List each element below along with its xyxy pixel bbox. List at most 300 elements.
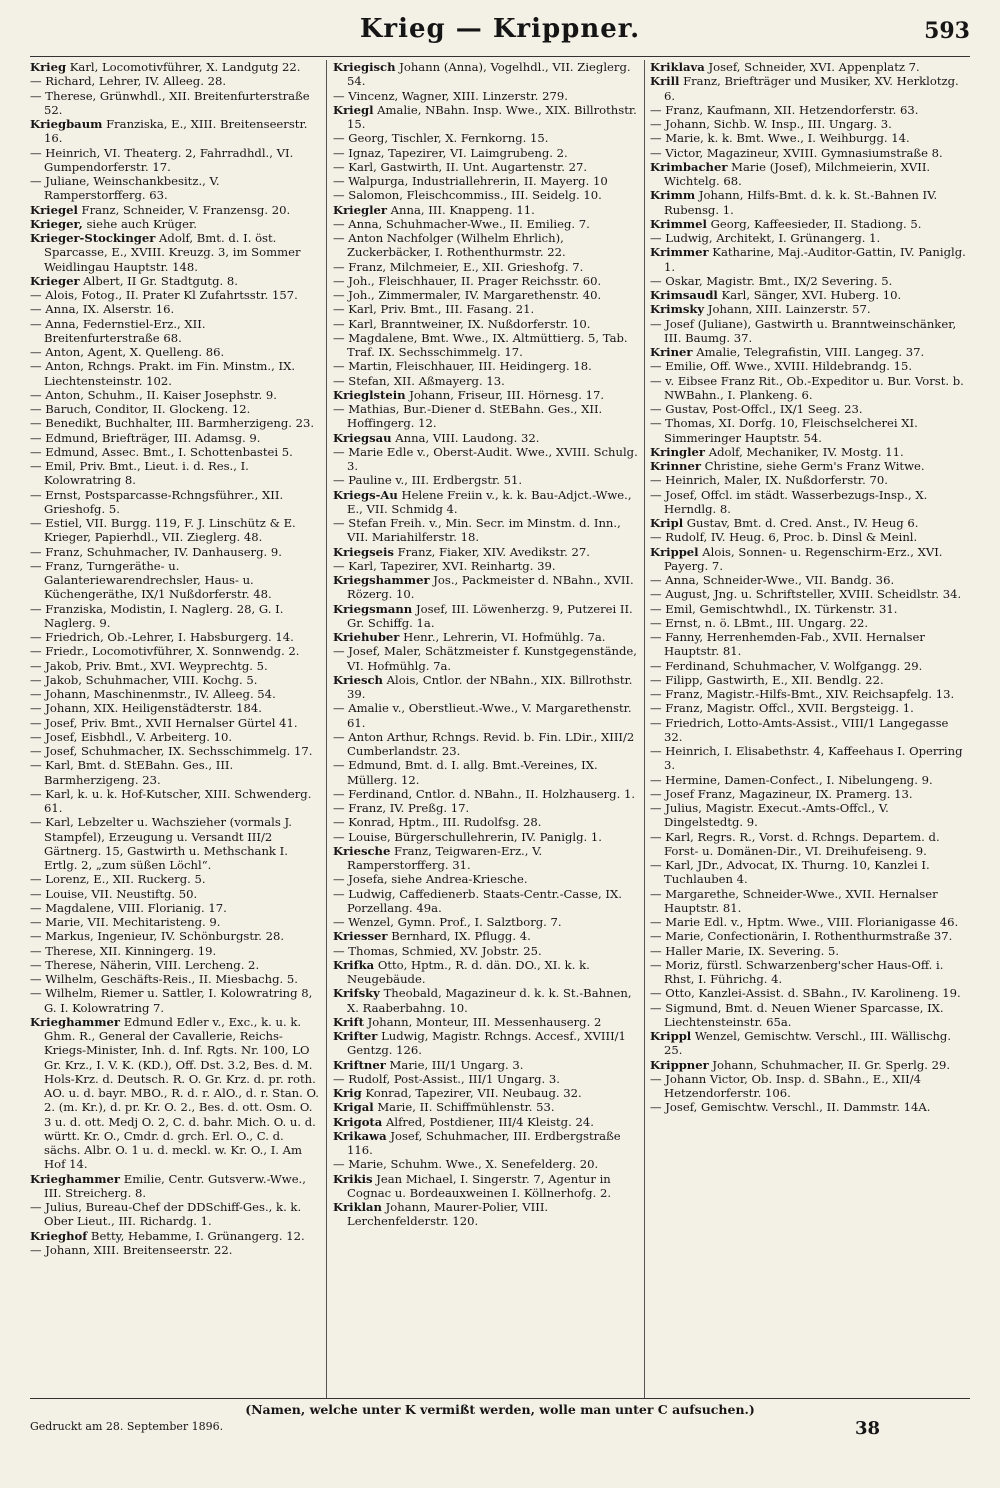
entry-details: — Anton Arthur, Rchngs. Revid. b. Fin. LDir., XIII/2 Cumberlandstr. 23.	[333, 729, 635, 758]
directory-entry	[30, 317, 320, 346]
entry-details: — Ludwig, Caffedienerb. Staats-Centr.-Casse, IX. Porzellang. 49a.	[333, 886, 622, 915]
directory-entry	[650, 773, 970, 787]
directory-entry	[333, 602, 640, 631]
directory-entry	[650, 516, 970, 530]
entry-details: Josef, III. Löwenherzg. 9, Putzerei II. Gr. Schiffg. 1a.	[347, 601, 633, 630]
sheet-number: 38	[854, 1418, 880, 1439]
directory-entry	[650, 488, 970, 517]
directory-entry	[650, 274, 970, 288]
entry-details: — Edmund, Assec. Bmt., I. Schottenbastei 5.	[30, 444, 293, 459]
entry-details: — Anton Nachfolger (Wilhelm Ehrlich), Zuckerbäcker, I. Rothenthurmstr. 22.	[333, 231, 566, 260]
directory-entry	[30, 730, 320, 744]
directory-entry	[650, 402, 970, 416]
entry-surname: Kriklava	[650, 60, 705, 74]
directory-entry	[30, 1015, 320, 1172]
directory-entry	[30, 630, 320, 644]
entry-surname: Krieg	[30, 60, 67, 74]
entry-surname: Kriner	[650, 345, 693, 359]
directory-entry	[333, 1129, 640, 1158]
directory-entry	[30, 402, 320, 416]
entry-details: — Oskar, Magistr. Bmt., IX/2 Severing. 5.	[650, 273, 893, 288]
entry-surname: Krigal	[333, 1100, 374, 1115]
entry-surname: Krieghammer	[30, 1171, 121, 1186]
entry-surname: Krimmel	[650, 216, 707, 231]
entry-details: — Friedrich, Ob.-Lehrer, I. Habsburgerg. 14.	[30, 630, 294, 644]
directory-entry	[30, 972, 320, 986]
entry-details: — Rudolf, Post-Assist., III/1 Ungarg. 3.	[333, 1071, 560, 1086]
entry-details: — Konrad, Hptm., III. Rudolfsg. 28.	[333, 815, 542, 830]
directory-entry	[650, 445, 970, 459]
entry-details: Wenzel, Gemischtw. Verschl., III. Wällischg. 25.	[664, 1029, 952, 1058]
directory-entry	[333, 359, 640, 373]
entry-surname: Krimsky	[650, 302, 705, 317]
directory-entry	[333, 231, 640, 260]
directory-entry	[333, 872, 640, 886]
entry-details: — Fanny, Herrenhemden-Fab., XVII. Hernalser Hauptstr. 81.	[650, 630, 925, 659]
entry-surname: Krifter	[333, 1029, 378, 1043]
directory-entry	[30, 60, 320, 74]
directory-entry	[650, 630, 970, 659]
entry-details: Karl, Sänger, XVI. Huberg. 10.	[721, 288, 902, 302]
entry-details: — Franziska, Modistin, I. Naglerg. 28, G. I. Naglerg. 9.	[30, 601, 284, 630]
entry-surname: Kriegl	[333, 102, 374, 117]
entry-details: Betty, Hebamme, I. Grünangerg. 12.	[90, 1228, 305, 1243]
directory-entry	[333, 573, 640, 602]
entry-details: — August, Jng. u. Schriftsteller, XVIII. Scheidlstr. 34.	[650, 587, 962, 602]
entry-details: Anna, VIII. Laudong. 32.	[395, 430, 540, 445]
entry-details: — Josef Franz, Magazineur, IX. Pramerg. 13.	[650, 786, 913, 801]
entry-details: Georg, Kaffeesieder, II. Stadiong. 5.	[710, 216, 922, 231]
entry-details: — Alois, Fotog., II. Prater Kl Zufahrtsstr. 157.	[30, 288, 298, 302]
column-2	[333, 60, 640, 1398]
entry-surname: Krig	[333, 1086, 362, 1100]
entry-details: — Marie Edl. v., Hptm. Wwe., VIII. Florianigasse 46.	[650, 915, 959, 929]
entry-surname: Krikawa	[333, 1128, 387, 1143]
directory-entry	[30, 1243, 320, 1257]
directory-entry	[333, 260, 640, 274]
directory-entry	[650, 288, 970, 302]
entry-details: Ludwig, Magistr. Rchngs. Accesf., XVIII/1 Gentzg. 126.	[347, 1029, 626, 1058]
entry-surname: Krimm	[650, 188, 696, 203]
directory-entry	[333, 217, 640, 231]
entry-details: Johann, Friseur, III. Hörnesg. 17.	[409, 387, 605, 402]
entry-details: — Friedrich, Lotto-Amts-Assist., VIII/1 Langegasse 32.	[650, 715, 949, 744]
directory-entry	[333, 1072, 640, 1086]
entry-details: — Karl, Priv. Bmt., III. Fasang. 21.	[333, 302, 535, 317]
entry-surname: Krimsaudl	[650, 288, 718, 302]
entry-details: — Franz, Turngeräthe- u. Galanteriewarendrechsler, Haus- u. Küchengeräthe, IX/1 Nußdorferstr. 48.	[30, 558, 272, 602]
entry-details: — Franz, Kaufmann, XII. Hetzendorferstr. 63.	[650, 102, 919, 117]
directory-entry	[30, 445, 320, 459]
entry-details: Johann, Maurer-Polier, VIII. Lerchenfelderstr. 120.	[347, 1200, 549, 1229]
directory-entry	[650, 160, 970, 189]
header-rule	[30, 56, 970, 57]
directory-entry	[650, 188, 970, 217]
directory-entry	[30, 516, 320, 545]
directory-entry	[30, 302, 320, 316]
entry-details: — Ludwig, Architekt, I. Grünangerg. 1.	[650, 231, 881, 245]
entry-surname: Krigota	[333, 1114, 383, 1129]
entry-details: — Joh., Fleischhauer, II. Prager Reichsstr. 60.	[333, 273, 602, 288]
entry-details: — Marie, VII. Mechitaristeng. 9.	[30, 915, 221, 929]
entry-details: — Juliane, Weinschankbesitz., V. Ramperstorfferg. 63.	[30, 174, 220, 203]
entry-details: — Johann Victor, Ob. Insp. d. SBahn., E., XII/4 Hetzendorferstr. 106.	[650, 1071, 922, 1100]
directory-entry	[30, 958, 320, 972]
entry-details: — Therese, XII. Kinningerg. 19.	[30, 943, 217, 958]
directory-entry	[333, 473, 640, 487]
entry-details: — Wilhelm, Geschäfts-Reis., II. Miesbachg. 5.	[30, 972, 298, 986]
directory-entry	[333, 630, 640, 644]
entry-surname: Krikis	[333, 1171, 373, 1186]
entry-details: Josef, Schneider, XVI. Appenplatz 7.	[708, 60, 920, 74]
directory-entry	[30, 744, 320, 758]
entry-details: Johann, Schuhmacher, II. Gr. Sperlg. 29.	[712, 1057, 951, 1072]
directory-entry	[650, 217, 970, 231]
directory-entry	[333, 374, 640, 388]
directory-entry	[333, 516, 640, 545]
entry-details: — Richard, Lehrer, IV. Alleeg. 28.	[30, 74, 227, 89]
entry-details: — Therese, Näherin, VIII. Lercheng. 2.	[30, 957, 260, 972]
directory-entry	[30, 89, 320, 118]
directory-entry	[333, 388, 640, 402]
directory-entry	[30, 887, 320, 901]
entry-surname: Krift	[333, 1014, 364, 1029]
entry-details: Christine, siehe Germ's Franz Witwe.	[704, 459, 925, 473]
directory-entry	[30, 944, 320, 958]
entry-surname: Kriegs-Au	[333, 487, 398, 502]
directory-entry	[333, 160, 640, 174]
directory-entry	[650, 744, 970, 773]
directory-entry	[30, 203, 320, 217]
entry-surname: Krieghof	[30, 1228, 88, 1243]
directory-entry	[650, 1072, 970, 1101]
entry-details: — Julius, Bureau-Chef der DDSchiff-Ges., k. k. Ober Lieut., III. Richardg. 1.	[30, 1200, 302, 1229]
directory-entry	[333, 188, 640, 202]
entry-details: — Franz, Magistr.-Hilfs-Bmt., XIV. Reichsapfelg. 13.	[650, 687, 955, 701]
column-3	[650, 60, 970, 1398]
directory-entry	[650, 858, 970, 887]
directory-entry	[333, 488, 640, 517]
directory-entry	[650, 616, 970, 630]
entry-details: siehe auch Krüger.	[86, 216, 197, 231]
footer-notice: (Namen, welche unter K vermißt werden, wolle man unter C aufsuchen.)	[245, 1402, 755, 1417]
directory-entry	[333, 787, 640, 801]
directory-entry	[650, 587, 970, 601]
entry-details: Adolf, Bmt. d. I. öst. Sparcasse, E., XVIII. Kreuzg. 3, im Sommer Weidlingau Hauptstr. 148.	[44, 231, 301, 274]
entry-surname: Krifsky	[333, 986, 380, 1001]
directory-entry	[650, 545, 970, 574]
entry-details: — Edmund, Briefträger, III. Adamsg. 9.	[30, 430, 261, 445]
entry-surname: Krieglstein	[333, 387, 406, 402]
entry-surname: Krifka	[333, 957, 375, 972]
directory-entry	[333, 915, 640, 929]
directory-entry	[333, 402, 640, 431]
directory-entry	[650, 1029, 970, 1058]
entry-details: Otto, Hptm., R. d. dän. DO., XI. k. k. Neugebäude.	[347, 957, 590, 986]
entry-surname: Kriftner	[333, 1057, 386, 1072]
directory-entry	[30, 815, 320, 872]
directory-entry	[650, 1100, 970, 1114]
entry-details: Franz, Fiaker, XIV. Avedikstr. 27.	[397, 544, 590, 559]
entry-details: — Georg, Tischler, X. Fernkorng. 15.	[333, 131, 549, 146]
entry-details: — Therese, Grünwhdl., XII. Breitenfurterstraße 52.	[30, 88, 310, 117]
entry-details: — Ernst, n. ö. LBmt., III. Ungarg. 22.	[650, 615, 869, 630]
directory-entry	[30, 231, 320, 274]
entry-details: — Marie, k. k. Bmt. Wwe., I. Weihburgg. 14.	[650, 131, 910, 146]
directory-entry	[650, 74, 970, 103]
directory-entry	[650, 302, 970, 316]
entry-surname: Krieger-Stockinger	[30, 231, 156, 245]
directory-entry	[30, 1172, 320, 1201]
entry-details: — Wenzel, Gymn. Prof., I. Salztborg. 7.	[333, 915, 562, 929]
entry-surname: Kriesche	[333, 843, 391, 858]
directory-entry	[333, 887, 640, 916]
directory-entry	[30, 74, 320, 88]
directory-entry	[333, 730, 640, 759]
directory-entry	[333, 644, 640, 673]
entry-details: — Baruch, Conditor, II. Glockeng. 12.	[30, 402, 251, 416]
directory-entry	[333, 545, 640, 559]
entry-details: — Marie, Confectionärin, I. Rothenthurmstraße 37.	[650, 929, 953, 944]
entry-details: — Anna, Federnstiel-Erz., XII. Breitenfurterstraße 68.	[30, 316, 206, 345]
entry-details: — Marie, Schuhm. Wwe., X. Senefelderg. 20.	[333, 1157, 599, 1172]
directory-entry	[333, 60, 640, 89]
entry-details: — Josef, Maler, Schätzmeister f. Kunstgegenstände, VI. Hofmühlg. 7a.	[333, 644, 637, 673]
directory-entry	[650, 573, 970, 587]
entry-details: Josef, Schuhmacher, III. Erdbergstraße 116.	[347, 1128, 621, 1157]
entry-details: Theobald, Magazineur d. k. k. St.-Bahnen, X. Raaberbahng. 10.	[347, 986, 632, 1015]
directory-entry	[333, 103, 640, 132]
column-1	[30, 60, 320, 1398]
directory-entry	[333, 89, 640, 103]
entry-details: — Julius, Magistr. Execut.-Amts-Offcl., V. Dingelstedtg. 9.	[650, 801, 889, 830]
entry-details: Jean Michael, I. Singerstr. 7, Agentur in Cognac u. Bordeauxweinen I. Köllnerhofg. 2.	[347, 1171, 612, 1200]
entry-details: Albert, II Gr. Stadtgutg. 8.	[83, 273, 238, 288]
entry-surname: Krill	[650, 74, 680, 89]
directory-entry	[333, 1086, 640, 1100]
entry-details: Bernhard, IX. Pflugg. 4.	[391, 929, 531, 944]
entry-details: — Franz, Milchmeier, E., XII. Grieshofg. 7.	[333, 259, 584, 274]
entry-details: — Karl, Gastwirth, II. Unt. Augartenstr. 27.	[333, 159, 588, 174]
entry-details: Johann, Monteur, III. Messenhauserg. 2	[367, 1014, 602, 1029]
directory-entry	[30, 602, 320, 631]
entry-details: — Estiel, VII. Burgg. 119, F. J. Linschütz & E. Krieger, Papierhdl., VII. Zieglerg. 48.	[30, 516, 296, 545]
entry-details: — Anton, Agent, X. Quelleng. 86.	[30, 345, 225, 359]
entry-surname: Kriegbaum	[30, 117, 103, 131]
entry-details: — Karl, k. u. k. Hof-Kutscher, XIII. Schwenderg. 61.	[30, 786, 312, 815]
entry-surname: Krimbacher	[650, 159, 728, 174]
entry-details: Amalie, NBahn. Insp. Wwe., XIX. Billrothstr. 15.	[347, 102, 637, 131]
directory-entry	[650, 530, 970, 544]
directory-entry	[30, 388, 320, 402]
directory-entry	[650, 146, 970, 160]
directory-entry	[333, 929, 640, 943]
directory-entry	[333, 445, 640, 474]
entry-surname: Kriehuber	[333, 630, 400, 644]
directory-entry	[333, 174, 640, 188]
entry-details: — Filipp, Gastwirth, E., XII. Bendlg. 22.	[650, 672, 884, 687]
entry-details: — Emil, Gemischtwhdl., IX. Türkenstr. 31.	[650, 601, 898, 616]
directory-entry	[333, 1157, 640, 1171]
entry-details: — Josef, Eisbhdl., V. Arbeiterg. 10.	[30, 729, 233, 744]
entry-details: — Ferdinand, Schuhmacher, V. Wolfgangg. 29.	[650, 658, 923, 673]
directory-entry	[333, 815, 640, 829]
directory-entry	[333, 1172, 640, 1201]
entry-details: — Karl, Bmt. d. StEBahn. Ges., III. Barmherzigeng. 23.	[30, 758, 234, 787]
directory-entry	[333, 701, 640, 730]
directory-entry	[30, 545, 320, 559]
directory-entry	[333, 131, 640, 145]
entry-details: Karl, Locomotivführer, X. Landgutg 22.	[69, 60, 301, 74]
entry-details: — Heinrich, VI. Theaterg. 2, Fahrradhdl., VI. Gumpendorferstr. 17.	[30, 145, 294, 174]
directory-entry	[650, 716, 970, 745]
entry-details: — Markus, Ingenieur, IV. Schönburgstr. 28.	[30, 929, 285, 944]
entry-details: — Hermine, Damen-Confect., I. Nibelungeng. 9.	[650, 772, 933, 787]
directory-entry	[650, 1058, 970, 1072]
entry-surname: Krippl	[650, 1029, 692, 1043]
directory-entry	[30, 929, 320, 943]
directory-entry	[333, 317, 640, 331]
entry-details: — Josef, Gemischtw. Verschl., II. Dammstr. 14A.	[650, 1100, 931, 1115]
directory-entry	[30, 915, 320, 929]
entry-details: Franz, Schneider, V. Franzensg. 20.	[81, 202, 291, 217]
entry-details: Alois, Sonnen- u. Regenschirm-Erz., XVI. Payerg. 7.	[664, 544, 943, 573]
directory-entry	[333, 1115, 640, 1129]
directory-entry	[650, 1001, 970, 1030]
entry-details: — Karl, Lebzelter u. Wachszieher (vormals J. Stampfel), Erzeugung u. Versandt III/2 Gärtnerg. 15, Gastwirth u. Methschank I. Ertlg. 2, „zum süßen Löchl“.	[30, 815, 292, 872]
entry-details: Henr., Lehrerin, VI. Hofmühlg. 7a.	[403, 630, 606, 644]
entry-details: Johann (Anna), Vogelhdl., VII. Zieglerg. 54.	[347, 60, 631, 89]
entry-details: — Moriz, fürstl. Schwarzenberg'scher Haus-Off. i. Rhst, I. Führichg. 4.	[650, 957, 944, 986]
page-number: 593	[924, 18, 970, 44]
entry-details: — Lorenz, E., XII. Ruckerg. 5.	[30, 872, 206, 887]
entry-details: — Josef, Schuhmacher, IX. Sechsschimmelg. 17.	[30, 744, 313, 758]
entry-details: — Vincenz, Wagner, XIII. Linzerstr. 279.	[333, 88, 568, 103]
directory-entry	[333, 203, 640, 217]
entry-details: — Rudolf, IV. Heug. 6, Proc. b. Dinsl & Meinl.	[650, 530, 918, 545]
entry-details: Marie, II. Schiffmühlenstr. 53.	[377, 1100, 555, 1115]
directory-entry	[333, 1015, 640, 1029]
entry-details: Edmund Edler v., Exc., k. u. k. Ghm. R., General der Cavallerie, Reichs-Kriegs-Minister, Inh. d. Inf. Rgts. Nr. 100, LO Gr. Krz., I. V. K. (KD.), Off. Dst. 3.2, Bes. d. M. Hols-Krz. d. Deutsch. R. O. Gr. Krz. d. pr. roth. AO. u. d. bayr. MBO., R. d. r. AlO., d. r. Stan. O. 2. (m. Kr.), d. pr. Kr. O. 2., Bes. d. ott. Osm. O. 3 u. d. ott. Medj O. 2, C. d. bahr. Mich. O. u. d. württ. Kr. O., Cmdr. d. grch. Erl. O., C. d. sächs. Albr. O. 1 u. d. meckl. w. Kr. O., I. Am Hof 14.	[44, 1014, 319, 1172]
entry-details: — Franz, Schuhmacher, IV. Danhauserg. 9.	[30, 544, 282, 559]
entry-details: — Heinrich, I. Elisabethstr. 4, Kaffeehaus I. Operring 3.	[650, 744, 963, 773]
entry-details: — Mathias, Bur.-Diener d. StEBahn. Ges., XII. Hoffingerg. 12.	[333, 402, 603, 431]
entry-details: — Amalie v., Oberstlieut.-Wwe., V. Margarethenstr. 61.	[333, 701, 632, 730]
entry-details: — Martin, Fleischhauer, III. Heidingerg. 18.	[333, 359, 592, 374]
print-date: Gedruckt am 28. September 1896.	[30, 1420, 224, 1433]
entry-surname: Kriesser	[333, 929, 388, 944]
entry-details: — Sigmund, Bmt. d. Neuen Wiener Sparcasse, IX. Liechtensteinstr. 65a.	[650, 1000, 944, 1029]
entry-details: — Anna, Schneider-Wwe., VII. Bandg. 36.	[650, 573, 895, 587]
directory-entry	[333, 1029, 640, 1058]
entry-details: — Walpurga, Industriallehrerin, II. Mayerg. 10	[333, 174, 608, 188]
directory-entry	[30, 986, 320, 1015]
entry-details: — Margarethe, Schneider-Wwe., XVII. Hernalser Hauptstr. 81.	[650, 886, 938, 915]
entry-details: — Stefan Freih. v., Min. Secr. im Minstm. d. Inn., VII. Mariahilferstr. 18.	[333, 516, 621, 545]
entry-details: — Johann, XIII. Breitenseerstr. 22.	[30, 1242, 233, 1257]
entry-details: Gustav, Bmt. d. Cred. Anst., IV. Heug 6.	[686, 516, 919, 530]
directory-entry	[650, 887, 970, 916]
directory-entry	[333, 331, 640, 360]
entry-details: — v. Eibsee Franz Rit., Ob.-Expeditor u. Bur. Vorst. b. NWBahn., I. Plankeng. 6.	[650, 373, 964, 402]
directory-entry	[333, 986, 640, 1015]
directory-entry	[30, 701, 320, 715]
entry-details: Franz, Teigwaren-Erz., V. Ramperstorfferg. 31.	[347, 843, 543, 872]
directory-entry	[30, 174, 320, 203]
entry-details: — Franz, IV. Preßg. 17.	[333, 801, 470, 815]
directory-entry	[30, 146, 320, 175]
column-divider	[644, 60, 645, 1398]
entry-details: Amalie, Telegrafistin, VIII. Langeg. 37.	[696, 345, 925, 359]
column-divider	[326, 60, 327, 1398]
directory-entry	[333, 958, 640, 987]
entry-surname: Krippner	[650, 1057, 709, 1072]
entry-surname: Kriegseis	[333, 544, 394, 559]
entry-details: — Anton, Schuhm., II. Kaiser Josephstr. 9.	[30, 387, 277, 402]
entry-details: — Magdalene, Bmt. Wwe., IX. Altmüttierg. 5, Tab. Traf. IX. Sechsschimmelg. 17.	[333, 330, 628, 359]
directory-entry	[333, 830, 640, 844]
entry-surname: Kriegsau	[333, 430, 392, 445]
directory-entry	[650, 103, 970, 117]
directory-entry	[30, 431, 320, 445]
entry-surname: Kringler	[650, 444, 706, 459]
entry-details: — Pauline v., III. Erdbergstr. 51.	[333, 473, 523, 488]
entry-surname: Krippel	[650, 544, 699, 559]
entry-details: — Victor, Magazineur, XVIII. Gymnasiumstraße 8.	[650, 145, 943, 160]
directory-entry	[333, 1100, 640, 1114]
directory-entry	[650, 986, 970, 1000]
entry-details: — Emil, Priv. Bmt., Lieut. i. d. Res., I. Kolowratring 8.	[30, 459, 249, 488]
entry-details: — Stefan, XII. Aßmayerg. 13.	[333, 373, 505, 388]
entry-details: — Karl, Tapezirer, XVI. Reinhartg. 39.	[333, 558, 556, 573]
entry-details: Katharine, Maj.-Auditor-Gattin, IV. Paniglg. 1.	[664, 245, 966, 274]
page-title: Krieg — Krippner.	[359, 14, 641, 44]
directory-entry	[30, 901, 320, 915]
entry-details: Jos., Packmeister d. NBahn., XVII. Rözerg. 10.	[347, 573, 634, 602]
entry-details: Helene Freiin v., k. k. Bau-Adjct.-Wwe., E., VII. Schmidg 4.	[347, 487, 632, 516]
directory-entry	[650, 659, 970, 673]
directory-entry	[650, 231, 970, 245]
entry-details: Konrad, Tapezirer, VII. Neubaug. 32.	[365, 1086, 582, 1100]
directory-entry	[30, 644, 320, 658]
entry-surname: Krimmer	[650, 245, 709, 260]
entry-details: — Benedikt, Buchhalter, III. Barmherzigeng. 23.	[30, 416, 315, 431]
directory-entry	[333, 1200, 640, 1229]
entry-details: — Thomas, XI. Dorfg. 10, Fleischselcherei XI. Simmeringer Hauptstr. 54.	[650, 416, 918, 445]
directory-entry	[333, 559, 640, 573]
directory-entry	[650, 117, 970, 131]
entry-details: — Jakob, Priv. Bmt., XVI. Weyprechtg. 5.	[30, 658, 268, 673]
entry-details: — Josef, Offcl. im städt. Wasserbezugs-Insp., X. Herndlg. 8.	[650, 487, 928, 516]
directory-entry	[650, 317, 970, 346]
entry-surname: Kriegel	[30, 202, 78, 217]
footer-rule	[30, 1398, 970, 1399]
directory-entry	[650, 929, 970, 943]
directory-entry	[650, 958, 970, 987]
entry-details: Alfred, Postdiener, III/4 Kleistg. 24.	[385, 1114, 594, 1129]
directory-entry	[650, 701, 970, 715]
entry-details: — Otto, Kanzlei-Assist. d. SBahn., IV. Karolineng. 19.	[650, 986, 961, 1001]
entry-details: — Salomon, Fleischcommiss., III. Seidelg. 10.	[333, 188, 602, 203]
entry-surname: Kriegsmann	[333, 601, 413, 616]
directory-entry	[333, 146, 640, 160]
entry-details: — Emilie, Off. Wwe., XVIII. Hildebrandg. 15.	[650, 359, 913, 374]
directory-entry	[333, 1058, 640, 1072]
directory-entry	[650, 416, 970, 445]
directory-entry	[30, 274, 320, 288]
entry-details: — Louise, Bürgerschullehrerin, IV. Paniglg. 1.	[333, 829, 602, 844]
directory-entry	[650, 345, 970, 359]
